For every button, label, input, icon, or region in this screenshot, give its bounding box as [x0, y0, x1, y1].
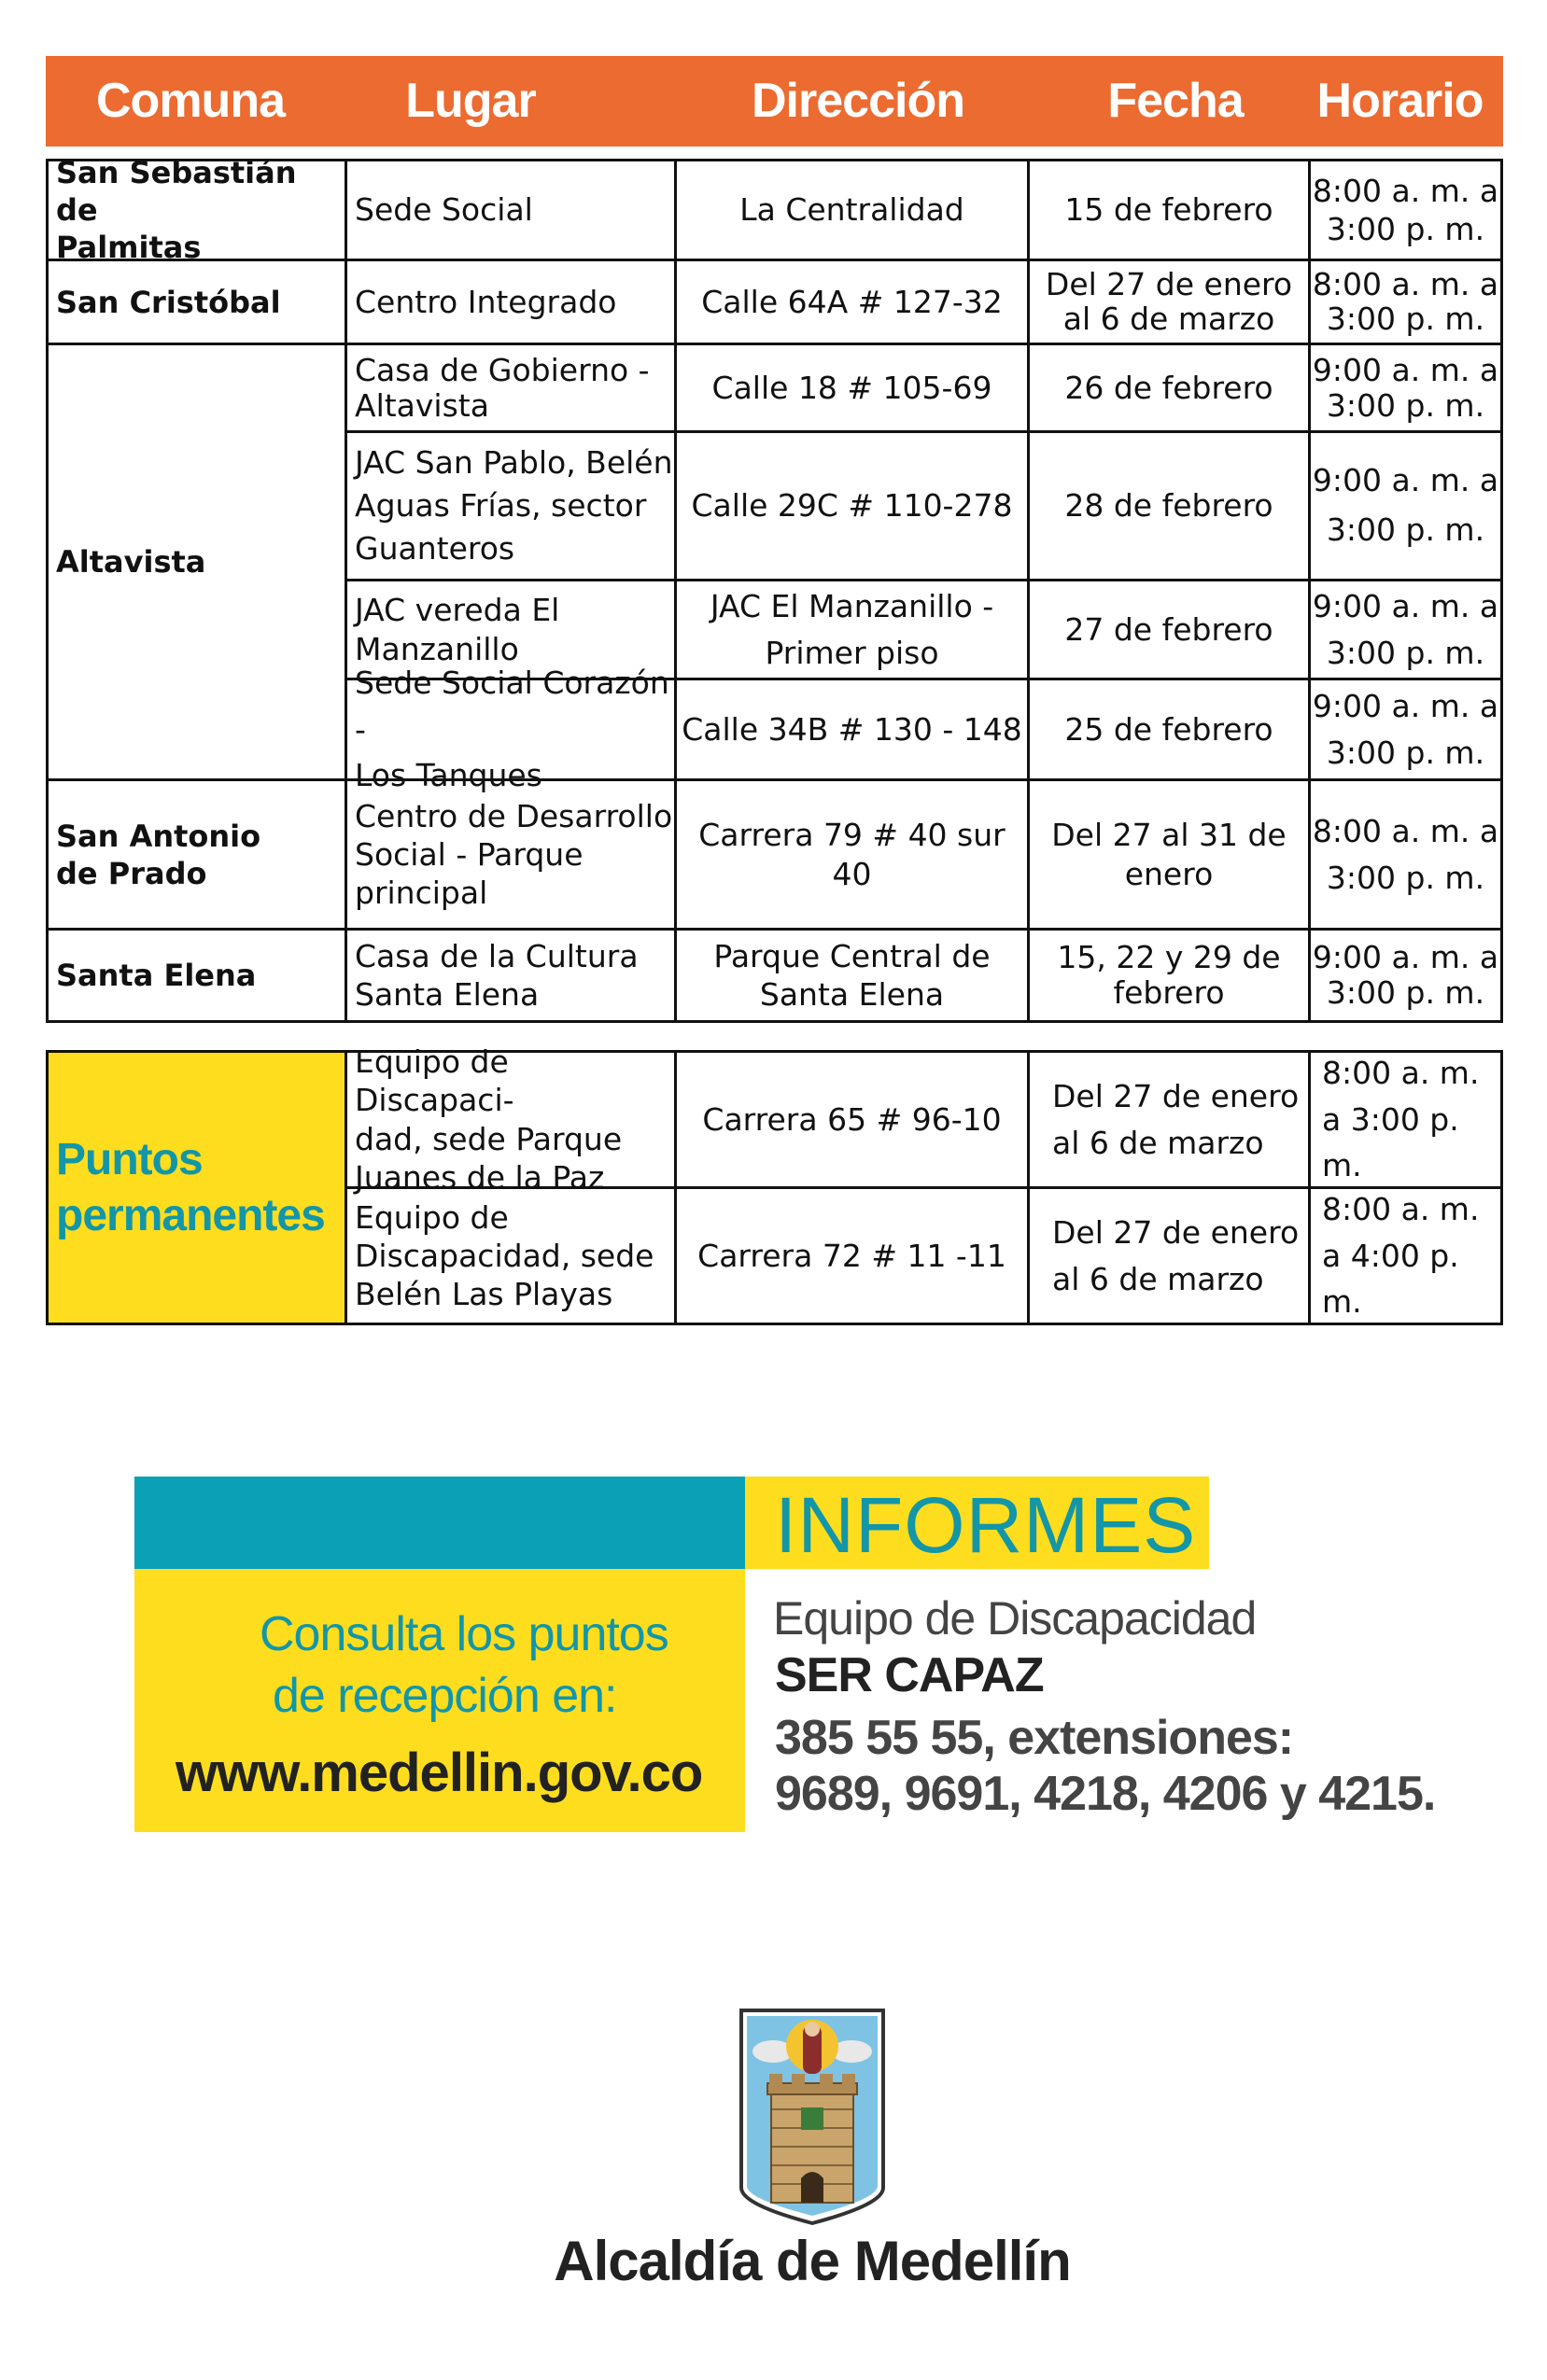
direccion-cell: Parque Central de Santa Elena	[713, 937, 991, 1013]
horario-cell: 8:00 a. m. a 3:00 p. m.	[1322, 1055, 1480, 1184]
table-row	[49, 261, 347, 345]
fecha-cell-wrap	[1030, 680, 1311, 781]
comuna-cell: San Antonio de Prado	[56, 818, 261, 891]
lugar-cell: Casa de Gobierno - Altavista	[355, 351, 650, 424]
fecha-cell: Del 27 de enero al 6 de marzo	[1052, 1214, 1300, 1297]
lugar-cell-wrap	[347, 161, 677, 261]
comuna-cell: San Cristóbal	[56, 284, 281, 320]
table-row	[49, 345, 347, 781]
consulta-line-2: de recepción en:	[273, 1669, 617, 1723]
direccion-cell: JAC El Manzanillo - Primer piso	[710, 588, 994, 671]
fecha-cell-wrap	[1030, 161, 1311, 261]
horario-cell-wrap	[1311, 581, 1500, 680]
lugar-cell: Centro Integrado	[355, 283, 617, 320]
lugar-cell-wrap	[347, 665, 677, 794]
fecha-cell: Del 27 de enero al 6 de marzo	[1045, 266, 1293, 337]
comuna-cell: San Sebastián de Palmitas	[56, 155, 297, 265]
direccion-cell: Calle 64A # 127-32	[701, 283, 1003, 320]
website-link[interactable]: www.medellin.gov.co	[176, 1743, 703, 1803]
direccion-cell-wrap	[677, 680, 1030, 781]
lugar-cell: JAC San Pablo, Belén Aguas Frías, sector Guanteros	[355, 443, 673, 567]
horario-cell: 8:00 a. m. a 3:00 p. m.	[1312, 172, 1499, 247]
fecha-cell-wrap	[1030, 1189, 1311, 1323]
fecha-cell: 15, 22 y 29 de febrero	[1057, 939, 1281, 1011]
schedule-table	[46, 155, 1503, 1023]
lugar-cell-wrap	[347, 931, 677, 1020]
fecha-cell-wrap	[1030, 345, 1311, 433]
phone-info	[775, 1710, 1435, 1822]
equipo-label: Equipo de Discapacidad	[773, 1592, 1257, 1645]
phone-line-2: 9689, 9691, 4218, 4206 y 4215.	[775, 1767, 1436, 1821]
direccion-cell-wrap	[677, 345, 1030, 433]
fecha-cell-wrap	[1030, 1053, 1311, 1189]
horario-cell: 9:00 a. m. a 3:00 p. m.	[1312, 939, 1499, 1011]
horario-cell-wrap	[1311, 261, 1500, 345]
table-row	[49, 931, 347, 1020]
medellin-coat-of-arms-logo	[736, 2005, 889, 2225]
horario-cell: 8:00 a. m. a 4:00 p. m.	[1322, 1191, 1480, 1321]
lugar-cell-wrap	[347, 433, 677, 581]
direccion-cell: Carrera 65 # 96-10	[702, 1100, 1002, 1138]
fecha-cell: 15 de febrero	[1064, 191, 1273, 229]
lugar-cell: Equipo de Discapacidad, sede Belén Las Playas	[355, 1198, 654, 1313]
table-row	[49, 781, 347, 931]
lugar-cell-wrap	[347, 345, 677, 433]
direccion-cell: Calle 29C # 110-278	[691, 487, 1013, 525]
lugar-cell: JAC vereda El Manzanillo	[355, 592, 560, 667]
direccion-cell-wrap	[677, 161, 1030, 261]
horario-cell-wrap	[1311, 161, 1500, 261]
horario-cell-wrap	[1311, 680, 1500, 781]
direccion-cell-wrap	[677, 581, 1030, 680]
consulta-line-1: Consulta los puntos	[260, 1607, 668, 1661]
horario-cell-wrap	[1311, 345, 1500, 433]
fecha-cell: 27 de febrero	[1064, 610, 1273, 648]
fecha-cell-wrap	[1030, 931, 1311, 1020]
lugar-cell: Sede Social Corazón - Los Tanques	[355, 665, 669, 794]
header-lugar: Lugar	[405, 74, 536, 128]
horario-cell: 8:00 a. m. a 3:00 p. m.	[1312, 266, 1499, 337]
fecha-cell-wrap	[1030, 781, 1311, 931]
horario-cell: 8:00 a. m. a 3:00 p. m.	[1312, 813, 1499, 896]
direccion-cell-wrap	[677, 433, 1030, 581]
table-row	[49, 155, 347, 265]
lugar-cell-wrap	[347, 1189, 677, 1323]
header-fecha: Fecha	[1107, 74, 1244, 128]
lugar-cell-wrap	[347, 1043, 677, 1196]
fecha-cell: 25 de febrero	[1064, 710, 1273, 748]
comuna-cell: Santa Elena	[56, 958, 257, 993]
direccion-cell: Carrera 79 # 40 sur 40	[698, 817, 1006, 892]
fecha-cell-wrap	[1030, 433, 1311, 581]
direccion-cell: Carrera 72 # 11 -11	[697, 1237, 1006, 1274]
fecha-cell: 26 de febrero	[1064, 369, 1273, 406]
horario-cell: 9:00 a. m. a 3:00 p. m.	[1312, 588, 1499, 671]
fecha-cell-wrap	[1030, 581, 1311, 680]
direccion-cell: Calle 18 # 105-69	[711, 369, 992, 406]
horario-cell-wrap	[1311, 931, 1500, 1020]
lugar-cell-wrap	[347, 781, 677, 931]
header-horario: Horario	[1316, 74, 1484, 128]
horario-cell-wrap	[1311, 433, 1500, 581]
direccion-cell: La Centralidad	[739, 191, 964, 229]
horario-cell: 9:00 a. m. a 3:00 p. m.	[1312, 688, 1499, 771]
lugar-cell: Equipo de Discapaci- dad, sede Parque Juanes de la Paz	[355, 1043, 623, 1196]
horario-cell-wrap	[1311, 1189, 1500, 1323]
table-header	[46, 56, 1503, 147]
lugar-cell: Sede Social	[355, 191, 533, 229]
fecha-cell-wrap	[1030, 261, 1311, 345]
direccion-cell-wrap	[677, 261, 1030, 345]
direccion-cell-wrap	[677, 931, 1030, 1020]
horario-cell: 9:00 a. m. a 3:00 p. m.	[1312, 462, 1499, 548]
lugar-cell-wrap	[347, 261, 677, 345]
fecha-cell: Del 27 de enero al 6 de marzo	[1052, 1078, 1300, 1161]
footer-org-name: Alcaldía de Medellín	[554, 2230, 1071, 2292]
header-direccion: Dirección	[752, 74, 964, 128]
phone-line-1: 385 55 55, extensiones:	[775, 1711, 1294, 1765]
horario-cell-wrap	[1311, 781, 1500, 931]
header-comuna: Comuna	[96, 74, 285, 128]
direccion-cell-wrap	[677, 1053, 1030, 1189]
informes-heading: INFORMES	[775, 1481, 1197, 1569]
horario-cell-wrap	[1311, 1053, 1500, 1189]
lugar-cell: Casa de la Cultura Santa Elena	[355, 937, 639, 1013]
fecha-cell: 28 de febrero	[1064, 487, 1273, 525]
direccion-cell: Calle 34B # 130 - 148	[682, 710, 1022, 748]
horario-cell: 9:00 a. m. a 3:00 p. m.	[1312, 351, 1499, 424]
comuna-cell: Altavista	[56, 544, 206, 580]
lugar-cell: Centro de Desarrollo Social - Parque principal	[355, 797, 673, 912]
permanent-points-table	[46, 1043, 1503, 1325]
direccion-cell-wrap	[677, 781, 1030, 931]
teal-band	[134, 1477, 745, 1569]
ser-capaz-label: SER CAPAZ	[775, 1648, 1044, 1702]
direccion-cell-wrap	[677, 1189, 1030, 1323]
permanent-points-title: Puntos permanentes	[56, 1134, 325, 1240]
fecha-cell: Del 27 al 31 de enero	[1051, 817, 1287, 892]
permanent-points-title-cell	[49, 1053, 347, 1323]
consulta-text	[215, 1603, 682, 1727]
